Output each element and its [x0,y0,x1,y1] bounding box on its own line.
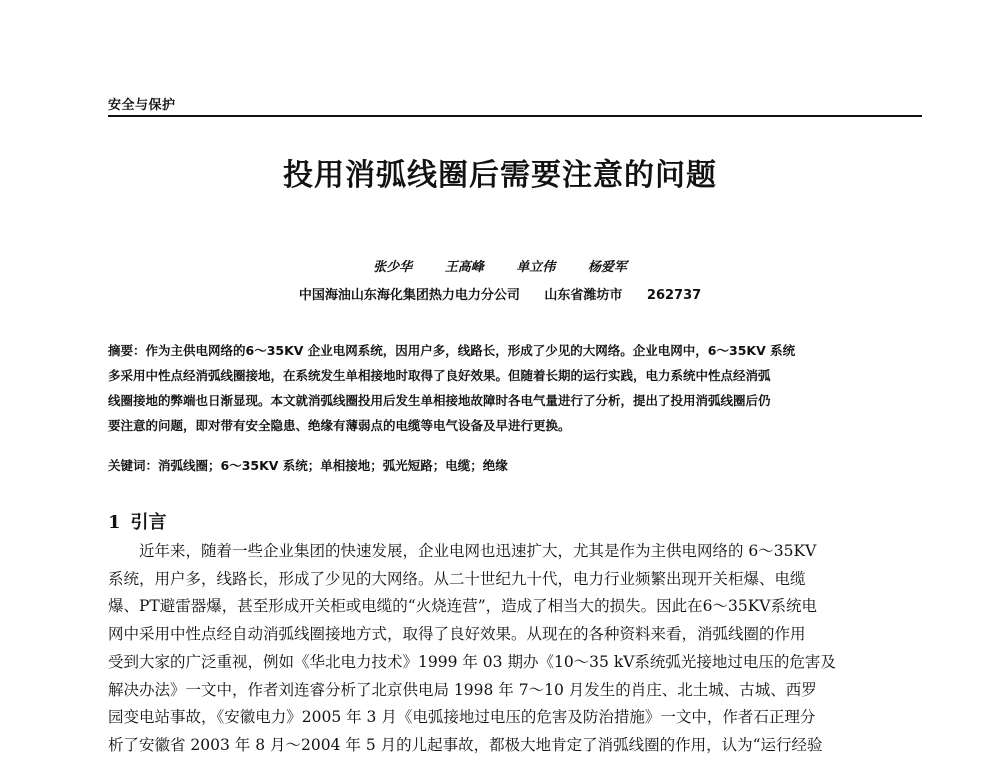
section-title: 引言 [130,512,167,533]
abstract-line: 线圈接地的弊端也日渐显现。本文就消弧线圈投用后发生单相接地故障时各电气量进行了分析，提出了投用消弧线圈后仍 [108,393,771,408]
paper-title: 投用消弧线圈后需要注意的问题 [283,158,717,193]
section-body [108,538,914,760]
section-heading [108,508,167,534]
affiliation [0,284,1000,303]
author-name: 单立伟 [516,260,556,275]
body-line: 系统，用户多，线路长，形成了少见的大网络。从二十世纪九十代，电力行业频繁出现开关柜爆、电缆 [108,569,806,588]
body-line: 爆、PT避雷器爆，甚至形成开关柜或电缆的“火烧连营”，造成了相当大的损失。因此在6～35KV系统电 [108,597,817,616]
section-number: 1 [108,512,121,533]
section-label: 安全与保护 [108,98,176,113]
abstract-line: 要注意的问题，即对带有安全隐患、绝缘有薄弱点的电缆等电气设备及早进行更换。 [108,418,571,433]
affiliation-organization: 中国海油山东海化集团热力电力分公司 [298,288,520,303]
author-list [0,256,1000,275]
body-line: 解决办法》一文中，作者刘连睿分析了北京供电局 1998 年 7～10 月发生的肖庄、北土城、古城、西罗 [108,680,817,699]
author-name: 杨爱军 [587,260,627,275]
keywords: 关键词：消弧线圈；6～35KV 系统；单相接地；弧光短路；电缆；绝缘 [108,458,508,473]
affiliation-postcode: 262737 [646,288,702,303]
abstract-line: 多采用中性点经消弧线圈接地，在系统发生单相接地时取得了良好效果。但随着长期的运行实践，电力系统中性点经消弧 [108,368,771,383]
body-line: 网中采用中性点经自动消弧线圈接地方式，取得了良好效果。从现在的各种资料来看，消弧线圈的作用 [108,625,806,644]
body-line: 园变电站事故，《安徽电力》2005 年 3 月《电弧接地过电压的危害及防治措施》一文中，作者石正理分 [108,708,816,727]
header-rule [108,115,922,117]
author-name: 张少华 [373,260,413,275]
affiliation-location: 山东省潍坊市 [544,288,623,303]
body-line: 析了安徽省 2003 年 8 月～2004 年 5 月的儿起事故，都极大地肯定了消弧线圈的作用，认为“运行经验 [108,735,823,754]
abstract [108,338,914,438]
body-line: 近年来，随着一些企业集团的快速发展，企业电网也迅速扩大，尤其是作为主供电网络的 6～35KV [108,542,817,560]
abstract-line: 摘要：作为主供电网络的6～35KV 企业电网系统，因用户多，线路长，形成了少见的大网络。企业电网中，6～35KV 系统 [108,343,796,358]
body-line: 受到大家的广泛重视，例如《华北电力技术》1999 年 03 期办《10～35 kV系统弧光接地过电压的危害及 [108,652,836,671]
author-name: 王高峰 [444,260,484,275]
